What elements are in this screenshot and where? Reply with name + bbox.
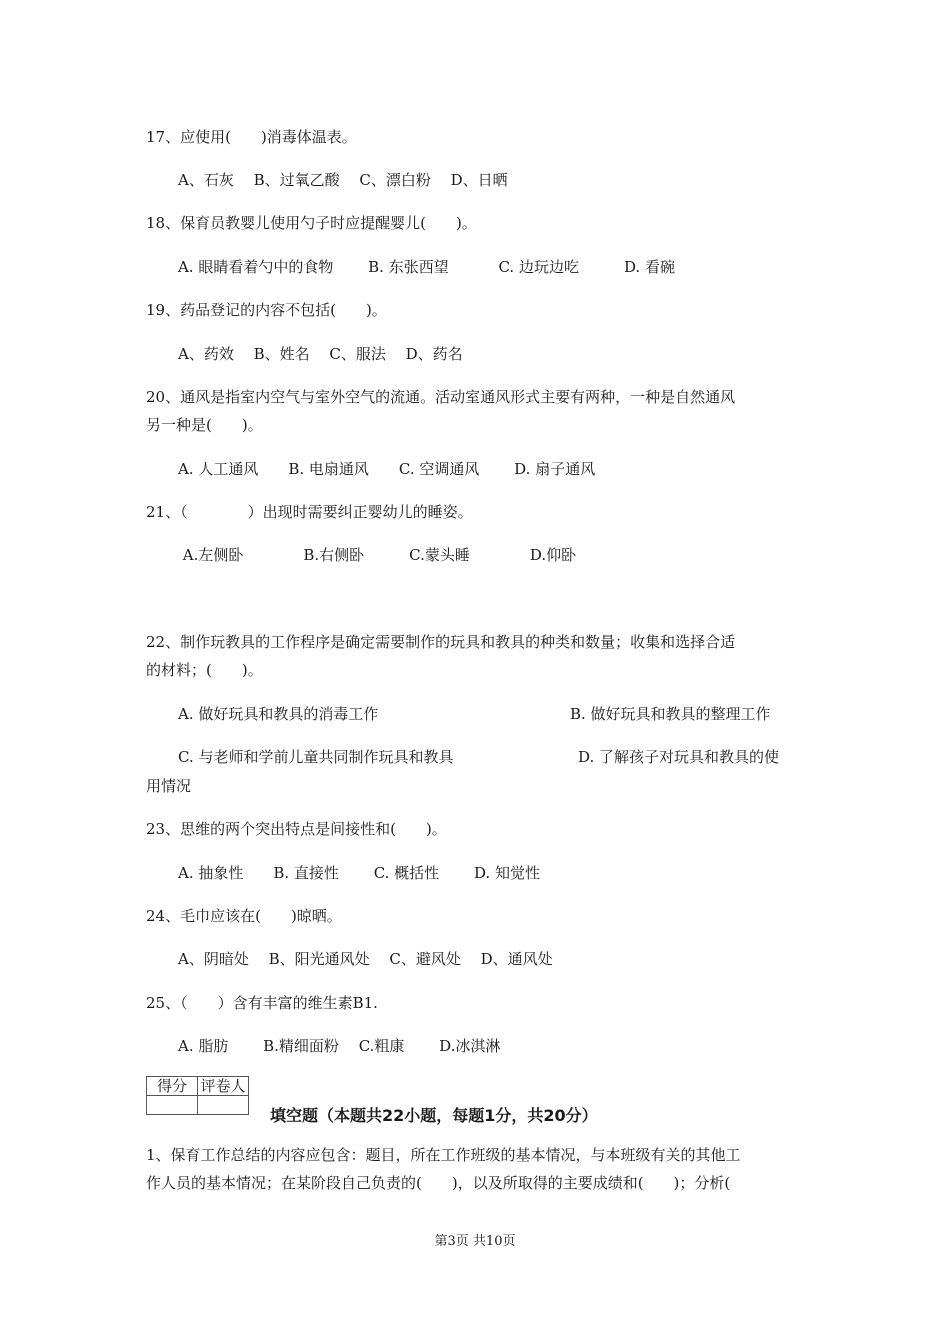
grader-cell bbox=[198, 1096, 249, 1115]
question-20: 20、通风是指室内空气与室外空气的流通。活动室通风形式主要有两种，一种是自然通风 bbox=[146, 388, 736, 406]
question-19: 19、药品登记的内容不包括( )。 bbox=[146, 301, 387, 319]
question-24: 24、毛巾应该在( )晾晒。 bbox=[146, 907, 342, 925]
question-23-options: A. 抽象性 B. 直接性 C. 概括性 D. 知觉性 bbox=[178, 864, 540, 882]
question-22-option-d-cont: 用情况 bbox=[146, 777, 192, 795]
question-22-option-a: A. 做好玩具和教具的消毒工作 bbox=[178, 705, 379, 723]
question-24-options: A、阴暗处 B、阳光通风处 C、避风处 D、通风处 bbox=[178, 950, 553, 968]
section-title: 填空题（本题共22小题，每题1分，共20分） bbox=[270, 1106, 598, 1125]
question-22-cont: 的材料；( )。 bbox=[146, 661, 263, 679]
question-21: 21、（ ）出现时需要纠正婴幼儿的睡姿。 bbox=[146, 503, 473, 521]
score-label: 得分 bbox=[147, 1077, 198, 1096]
fill-question-1: 1、保育工作总结的内容应包含：题目，所在工作班级的基本情况，与本班级有关的其他工 bbox=[146, 1146, 741, 1164]
score-box bbox=[146, 1076, 249, 1115]
question-22-option-c: C. 与老师和学前儿童共同制作玩具和教具 bbox=[178, 748, 454, 766]
question-23: 23、思维的两个突出特点是间接性和( )。 bbox=[146, 820, 447, 838]
page-footer: 第3页 共10页 bbox=[434, 1234, 516, 1249]
question-22-option-b: B. 做好玩具和教具的整理工作 bbox=[570, 705, 771, 723]
question-17: 17、应使用( )消毒体温表。 bbox=[146, 128, 357, 146]
question-18-options: A. 眼睛看着勺中的食物 B. 东张西望 C. 边玩边吃 D. 看碗 bbox=[178, 258, 675, 276]
grader-label: 评卷人 bbox=[198, 1077, 249, 1096]
question-22: 22、制作玩教具的工作程序是确定需要制作的玩具和教具的种类和数量；收集和选择合适 bbox=[146, 633, 736, 651]
question-22-option-d: D. 了解孩子对玩具和教具的使 bbox=[578, 748, 780, 766]
question-17-options: A、石灰 B、过氧乙酸 C、漂白粉 D、日晒 bbox=[178, 171, 508, 189]
question-25-options: A. 脂肪 B.精细面粉 C.粗康 D.冰淇淋 bbox=[178, 1037, 501, 1055]
fill-question-1-cont: 作人员的基本情况；在某阶段自己负责的( )，以及所取得的主要成绩和( )；分析( bbox=[146, 1174, 731, 1192]
question-21-options: A.左侧卧 B.右侧卧 C.蒙头睡 D.仰卧 bbox=[178, 546, 577, 564]
score-cell bbox=[147, 1096, 198, 1115]
question-18: 18、保育员教婴儿使用勺子时应提醒婴儿( )。 bbox=[146, 214, 477, 232]
question-25: 25、（ ）含有丰富的维生素B1. bbox=[146, 994, 378, 1012]
question-19-options: A、药效 B、姓名 C、服法 D、药名 bbox=[178, 345, 463, 363]
question-20-cont: 另一种是( )。 bbox=[146, 416, 263, 434]
question-20-options: A. 人工通风 B. 电扇通风 C. 空调通风 D. 扇子通风 bbox=[178, 460, 596, 478]
